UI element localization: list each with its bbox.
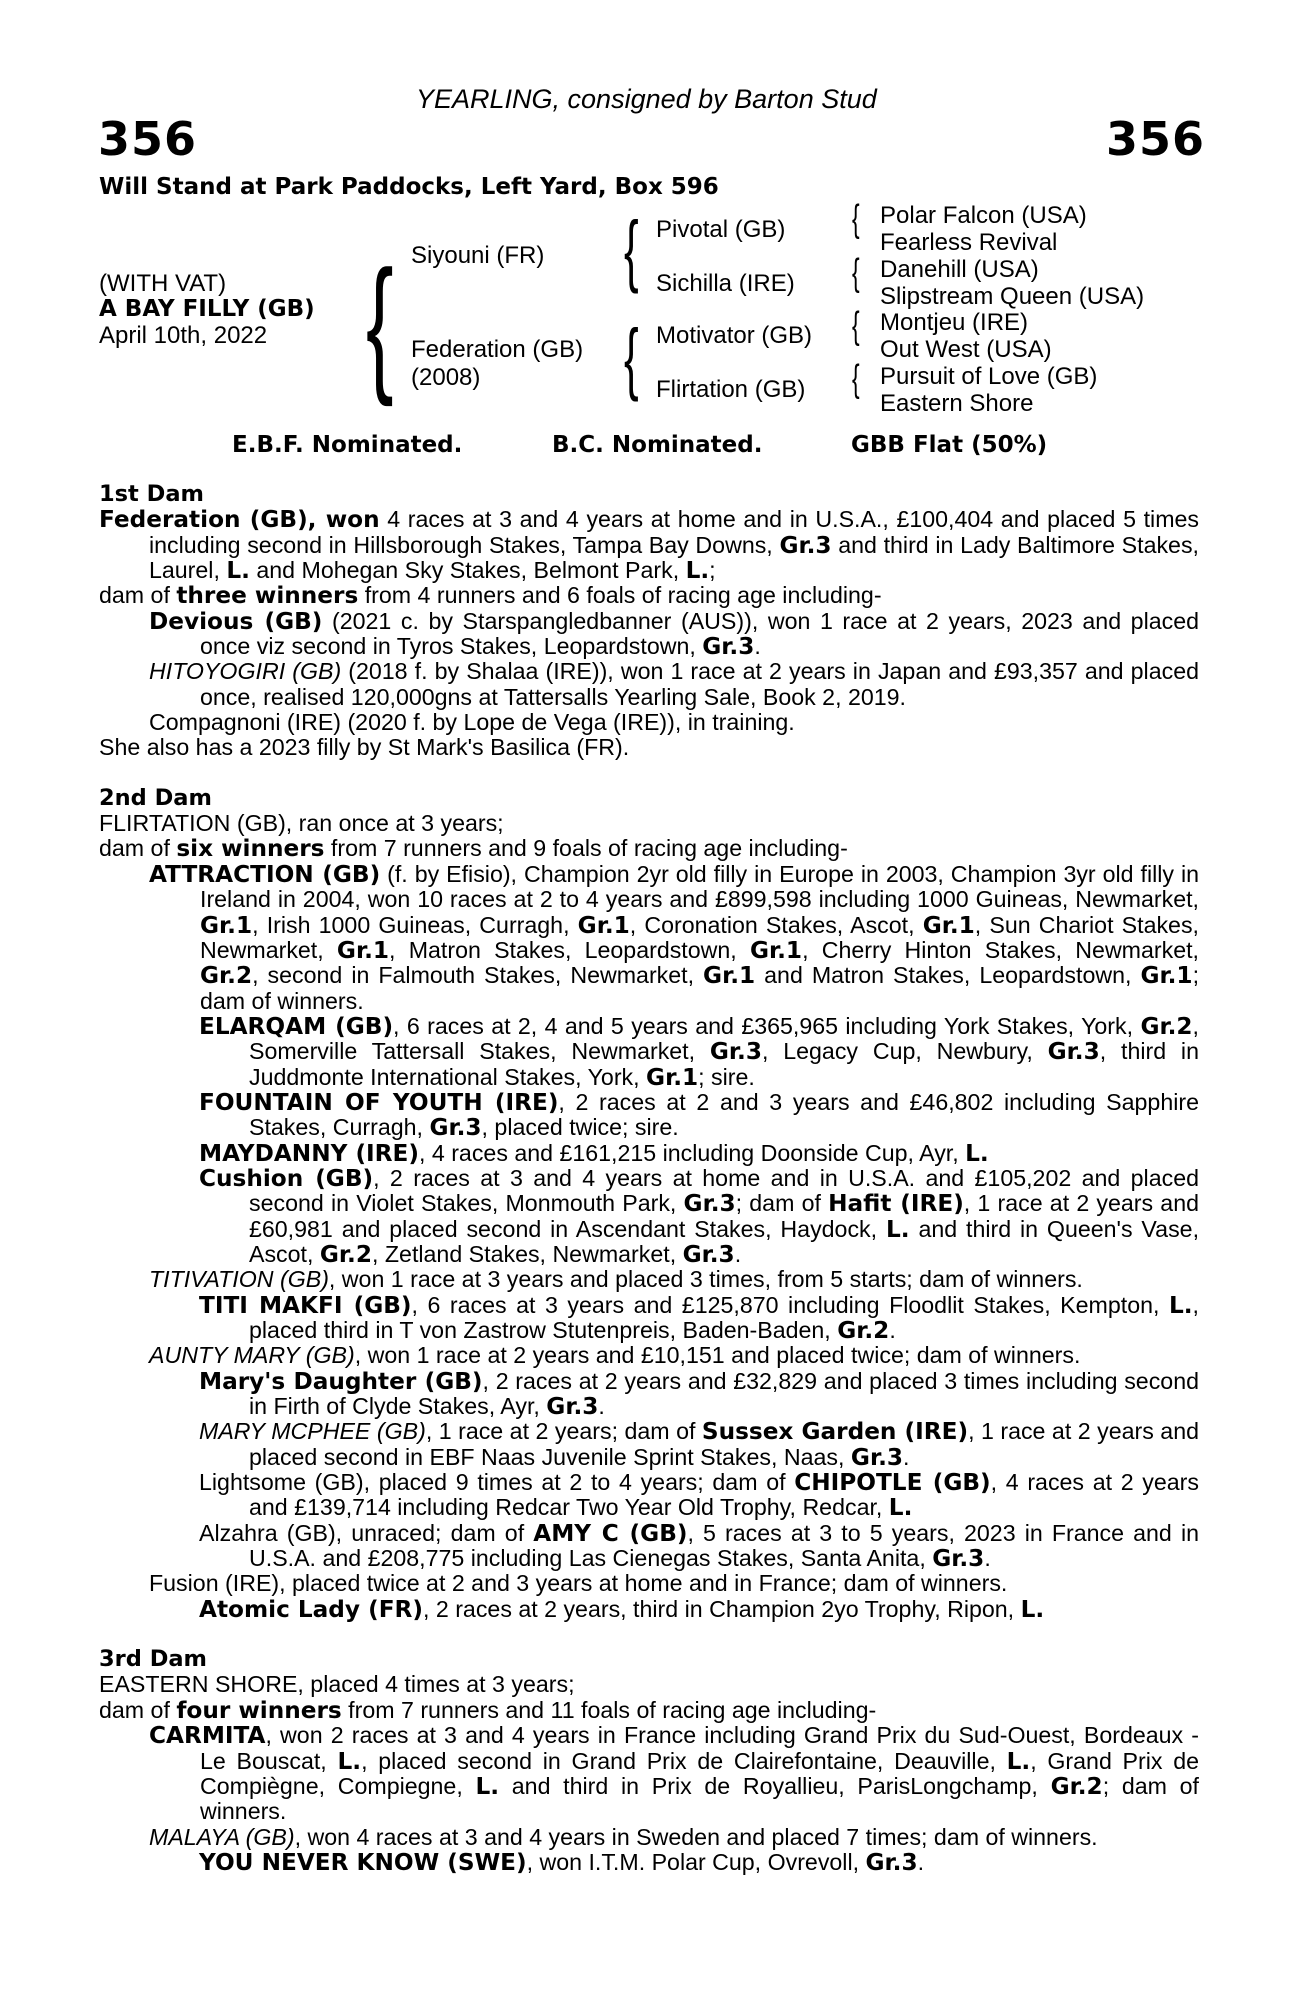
produce-elarqam: ELARQAM (GB), 6 races at 2, 4 and 5 years and £365,965 including York Stakes, York, Gr.2, Somerville Tattersall Stakes, Newmarket, Gr.3, Legacy Cup, Newbury, Gr.3, third in Juddmonte International Stakes, York, Gr.1; sire.	[199, 1012, 1199, 1091]
brace-2b: {	[624, 313, 639, 402]
ggen-5: Montjeu (IRE)	[880, 309, 1029, 336]
first-dam-heading: 1st Dam	[99, 481, 204, 507]
brace-3b: {	[852, 252, 860, 294]
third-dam-entry: EASTERN SHORE, placed 4 times at 3 years;	[99, 1671, 575, 1698]
produce-malaya: MALAYA (GB), won 4 races at 3 and 4 years in Sweden and placed 7 times; dam of winners.	[149, 1823, 1098, 1850]
first-dam-entry: Federation (GB), won 4 races at 3 and 4 years at home and in U.S.A., £100,404 and placed 5 times including second in Hillsborough Stakes, Tampa Bay Downs, Gr.3 and third in Lady Baltimore Stakes, Laurel, L. and Mohegan Sky Stakes, Belmont Park, L.;	[99, 506, 1200, 585]
ggen-1: Polar Falcon (USA)	[880, 202, 1087, 229]
lot-number-left: 356	[98, 112, 198, 166]
first-dam-produce: dam of three winners from 4 runners and 6 foals of racing age including-	[99, 582, 882, 610]
catalogue-body	[99, 482, 1199, 1875]
horse-dob: April 10th, 2022	[99, 322, 268, 349]
produce-hitoyogiri: HITOYOGIRI (GB) (2018 f. by Shalaa (IRE)), won 1 race at 2 years in Japan and £93,357 and placed once, realised 120,000gns at Tattersalls Yearling Sale, Book 2, 2019.	[149, 658, 1199, 710]
location-line: Will Stand at Park Paddocks, Left Yard, Box 596	[99, 174, 719, 200]
third-dam-produce: dam of four winners from 7 runners and 11 foals of racing age including-	[99, 1696, 877, 1724]
produce-marys-daughter: Mary's Daughter (GB), 2 races at 2 years and £32,829 and placed 3 times including second in Firth of Clyde Stakes, Ayr, Gr.3.	[199, 1367, 1199, 1421]
produce-fountain-of-youth: FOUNTAIN OF YOUTH (IRE), 2 races at 2 and 3 years and £46,802 including Sapphire Stakes, Curragh, Gr.3, placed twice; sire.	[199, 1088, 1199, 1142]
brace-3d: {	[852, 358, 860, 400]
second-dam-produce: dam of six winners from 7 runners and 9 foals of racing age including-	[99, 835, 848, 863]
produce-compagnoni: Compagnoni (IRE) (2020 f. by Lope de Vega (IRE)), in training.	[149, 709, 795, 736]
gbb-nomination: GBB Flat (50%)	[851, 432, 1048, 458]
lot-number-right: 356	[1106, 112, 1206, 166]
produce-attraction: ATTRACTION (GB) (f. by Efisio), Champion 2yr old filly in Europe in 2003, Champion 3yr old filly in Ireland in 2004, won 10 races at 2 to 4 years and £899,598 including 1000 Guineas, Newmarket, Gr.1, Irish 1000 Guineas, Curragh, Gr.1, Coronation Stakes, Ascot, Gr.1, Sun Chariot Stakes, Newmarket, Gr.1, Matron Stakes, Leopardstown, Gr.1, Cherry Hinton Stakes, Newmarket, Gr.2, second in Falmouth Stakes, Newmarket, Gr.1 and Matron Stakes, Leopardstown, Gr.1; dam of winners.	[149, 860, 1200, 1014]
bc-nomination: B.C. Nominated.	[552, 432, 763, 458]
sire-dam: Sichilla (IRE)	[656, 270, 795, 297]
produce-lightsome: Lightsome (GB), placed 9 times at 2 to 4 years; dam of CHIPOTLE (GB), 4 races at 2 years and £139,714 including Redcar Two Year Old Trophy, Redcar, L.	[199, 1469, 1199, 1522]
dam-year: (2008)	[411, 364, 481, 391]
produce-2023-filly: She also has a 2023 filly by St Mark's Basilica (FR).	[99, 734, 630, 761]
produce-atomic-lady: Atomic Lady (FR), 2 races at 2 years, third in Champion 2yo Trophy, Ripon, L.	[199, 1595, 1045, 1623]
brace-2a: {	[624, 205, 639, 294]
vat-note: (WITH VAT)	[99, 270, 227, 297]
dam-dam: Flirtation (GB)	[656, 376, 806, 403]
ggen-7: Pursuit of Love (GB)	[880, 363, 1098, 390]
third-dam-heading: 3rd Dam	[99, 1646, 207, 1673]
sire-name: Siyouni (FR)	[411, 242, 545, 269]
ggen-6: Out West (USA)	[880, 336, 1052, 363]
produce-fusion: Fusion (IRE), placed twice at 2 and 3 years at home and in France; dam of winners.	[149, 1570, 1008, 1597]
ebf-nomination: E.B.F. Nominated.	[232, 432, 463, 458]
ggen-2: Fearless Revival	[880, 229, 1058, 256]
consignment-line: YEARLING, consigned by Barton Stud	[416, 84, 877, 114]
ggen-8: Eastern Shore	[880, 390, 1034, 417]
produce-aunty-mary: AUNTY MARY (GB), won 1 race at 2 years and £10,151 and placed twice; dam of winners.	[149, 1342, 1081, 1369]
produce-titi-makfi: TITI MAKFI (GB), 6 races at 3 years and £125,870 including Floodlit Stakes, Kempton, L., placed third in T von Zastrow Stutenpreis, Baden-Baden, Gr.2.	[199, 1291, 1199, 1344]
brace-3c: {	[852, 305, 860, 347]
produce-alzahra: Alzahra (GB), unraced; dam of AMY C (GB), 5 races at 3 to 5 years, 2023 in France and in U.S.A. and £208,775 including Las Cienegas Stakes, Santa Anita, Gr.3.	[199, 1519, 1199, 1573]
brace-1: {	[366, 239, 394, 407]
brace-3a: {	[852, 198, 860, 240]
dam-sire: Motivator (GB)	[656, 322, 813, 349]
ggen-3: Danehill (USA)	[880, 256, 1039, 283]
second-dam-heading: 2nd Dam	[99, 784, 212, 811]
horse-name: A BAY FILLY (GB)	[99, 296, 315, 322]
produce-maydanny: MAYDANNY (IRE), 4 races and £161,215 including Doonside Cup, Ayr, L.	[199, 1139, 989, 1167]
produce-mary-mcphee: MARY MCPHEE (GB), 1 race at 2 years; dam of Sussex Garden (IRE), 1 race at 2 years and placed second in EBF Naas Juvenile Sprint Stakes, Naas, Gr.3.	[199, 1418, 1199, 1471]
sire-sire: Pivotal (GB)	[656, 216, 786, 243]
produce-carmita: CARMITA, won 2 races at 3 and 4 years in France including Grand Prix du Sud-Ouest, Bordeaux - Le Bouscat, L., placed second in Grand Prix de Clairefontaine, Deauville, L., Grand Prix de Compiègne, Compiegne, L. and third in Prix de Royallieu, ParisLongchamp, Gr.2; dam of winners.	[149, 1722, 1200, 1825]
dam-name: Federation (GB)	[411, 336, 584, 363]
produce-devious: Devious (GB) (2021 c. by Starspangledbanner (AUS)), won 1 race at 2 years, 2023 and placed once viz second in Tyros Stakes, Leopardstown, Gr.3.	[149, 607, 1199, 661]
ggen-4: Slipstream Queen (USA)	[880, 283, 1145, 310]
produce-cushion: Cushion (GB), 2 races at 3 and 4 years at home and in U.S.A. and £105,202 and placed second in Violet Stakes, Monmouth Park, Gr.3; dam of Hafit (IRE), 1 race at 2 years and £60,981 and placed second in Ascendant Stakes, Haydock, L. and third in Queen's Vase, Ascot, Gr.2, Zetland Stakes, Newmarket, Gr.3.	[199, 1164, 1200, 1268]
produce-titivation: TITIVATION (GB), won 1 race at 3 years and placed 3 times, from 5 starts; dam of winners.	[149, 1266, 1083, 1293]
second-dam-entry: FLIRTATION (GB), ran once at 3 years;	[99, 810, 504, 837]
produce-you-never-know: YOU NEVER KNOW (SWE), won I.T.M. Polar Cup, Ovrevoll, Gr.3.	[199, 1848, 925, 1876]
